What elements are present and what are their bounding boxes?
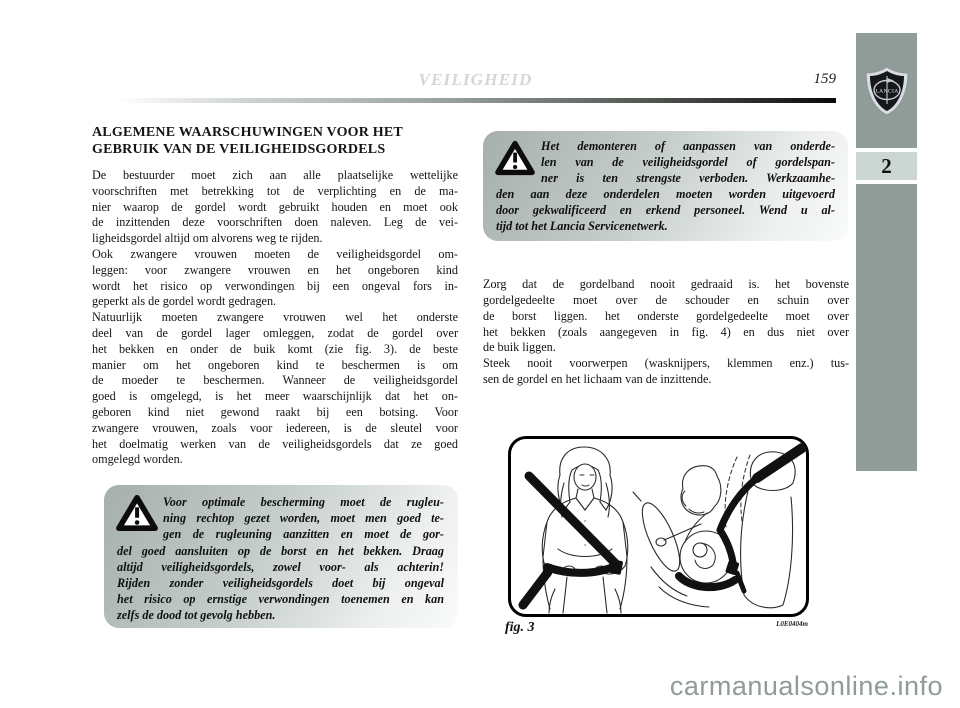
text-line: Voor optimale bescherming moet de rugleu- — [163, 495, 444, 509]
text-line: door gekwalificeerd en erkend personeel. Wend u al- — [496, 202, 835, 217]
text-line: ALGEMENE WAARSCHUWINGEN VOOR HET — [92, 125, 403, 140]
text-line: len van de veiligheidsgordel of gordelspan- — [541, 154, 835, 169]
warning-box-belts-usage — [104, 485, 458, 628]
text-line: zwangere vrouwen, zoals voor iedereen, is de sleutel voor — [92, 420, 458, 435]
text-line: gen de rugleuning aanzitten en moet de gor- — [163, 527, 444, 542]
text-line: gordelgedeelte moet over de schouder en schuin over — [483, 292, 849, 307]
sidebar-block-bottom — [856, 184, 917, 471]
warning-triangle-icon — [116, 494, 158, 532]
text-line: omgelegd worden. — [92, 452, 183, 467]
lancia-shield-logo — [865, 66, 909, 116]
right-body-text — [483, 277, 849, 388]
text-line: het doelmatig werken van de veiligheidsgordels dat ze goed — [92, 436, 458, 451]
text-line: zelfs de dood tot gevolg hebben. — [117, 608, 276, 623]
warning-text — [496, 139, 835, 234]
text-line: deel van de gordel lager omleggen, zodat de gordel over — [92, 325, 458, 340]
text-line: geboren kind niet gewond raakt bij een botsing. Voor — [92, 404, 458, 419]
text-line: de borst liggen. het onderste gordelgedeelte moet over — [483, 308, 849, 323]
text-line: goed is omgelegd, is het meer waarschijnlijk dat het on- — [92, 389, 458, 404]
figure-caption: fig. 3 — [505, 620, 535, 635]
page-number: 159 — [813, 71, 836, 87]
text-line: leggen: voor zwangere vrouwen en het ongeboren kind — [92, 262, 458, 277]
figure-3-illustration — [508, 436, 809, 617]
warning-triangle-icon — [495, 140, 535, 176]
text-line: het bekken (zoals aangegeven in fig. 4) en dus niet over — [483, 324, 849, 339]
chapter-number: 2 — [881, 153, 892, 178]
sidebar-block-top — [856, 33, 917, 148]
text-line: de moeder te beschermen. Wanneer de veiligheidsgordel — [92, 373, 458, 388]
text-line: altijd veiligheidsgordels, zowel voor- als achterin! — [117, 559, 444, 574]
svg-text:LANCIA: LANCIA — [874, 88, 899, 94]
text-line: voorschriften met betrekking tot de verplichting en de ma- — [92, 183, 458, 198]
text-line: ligheidsgordel altijd om alvorens weg te rijden. — [92, 231, 323, 246]
chapter-tab — [856, 152, 917, 180]
text-line: geperkt als de gordel wordt gedragen. — [92, 294, 277, 309]
text-line: den aan deze onderdelen moeten worden uitgevoerd — [496, 186, 835, 201]
text-line: GEBRUIK VAN DE VEILIGHEIDSGORDELS — [92, 141, 386, 157]
text-line: het risico op ernstige verwondingen toenemen en kan — [117, 592, 444, 607]
text-line: nier waarop de gordel wordt gebruikt houden en moet ook — [92, 199, 458, 214]
text-line: tijd tot het Lancia Servicenetwerk. — [496, 218, 668, 233]
page-title: VEILIGHEID — [418, 70, 533, 89]
text-line: Het demonteren of aanpassen van onderde- — [541, 139, 835, 153]
text-line: het bekken en onder de buik komt (zie fig. 3). de beste — [92, 341, 458, 356]
text-line: Natuurlijk moeten zwangere vrouwen wel het onderste — [92, 310, 458, 325]
warning-text — [117, 494, 444, 624]
left-body-text — [92, 168, 458, 468]
text-line: ner is ten strengste verboden. Werkzaamhe- — [541, 170, 835, 185]
text-line: manier om het ongeboren kind te beschermen is om — [92, 357, 458, 372]
warning-box-no-tampering — [483, 131, 848, 241]
section-heading — [92, 125, 462, 158]
text-line: de inzittenden deze voorschriften doen naleven. Leg de vei- — [92, 215, 458, 230]
text-line: De bestuurder moet zich aan alle plaatselijke wettelijke — [92, 168, 458, 182]
text-line: Steek nooit voorwerpen (wasknijpers, klemmen enz.) tus- — [483, 356, 849, 371]
text-line: ning rechtop gezet worden, moet men goed te- — [163, 511, 444, 526]
text-line: wordt het risico op verwondingen bij een ongeval fors in- — [92, 278, 458, 293]
text-line: del goed aansluiten op de borst en het bekken. Draag — [117, 543, 444, 558]
text-line: de buik liggen. — [483, 340, 556, 355]
text-line: Ook zwangere vrouwen moeten de veiligheidsgordel om- — [92, 246, 458, 261]
figure-code: L0E0404m — [776, 620, 808, 628]
header-rule — [115, 98, 836, 103]
watermark-link[interactable]: carmanualsonline.info — [669, 671, 943, 701]
text-line: Zorg dat de gordelband nooit gedraaid is. het bovenste — [483, 277, 849, 291]
text-line: Rijden zonder veiligheidsgordels doet bij ongeval — [117, 576, 444, 591]
text-line: sen de gordel en het lichaam van de inzittende. — [483, 372, 712, 387]
